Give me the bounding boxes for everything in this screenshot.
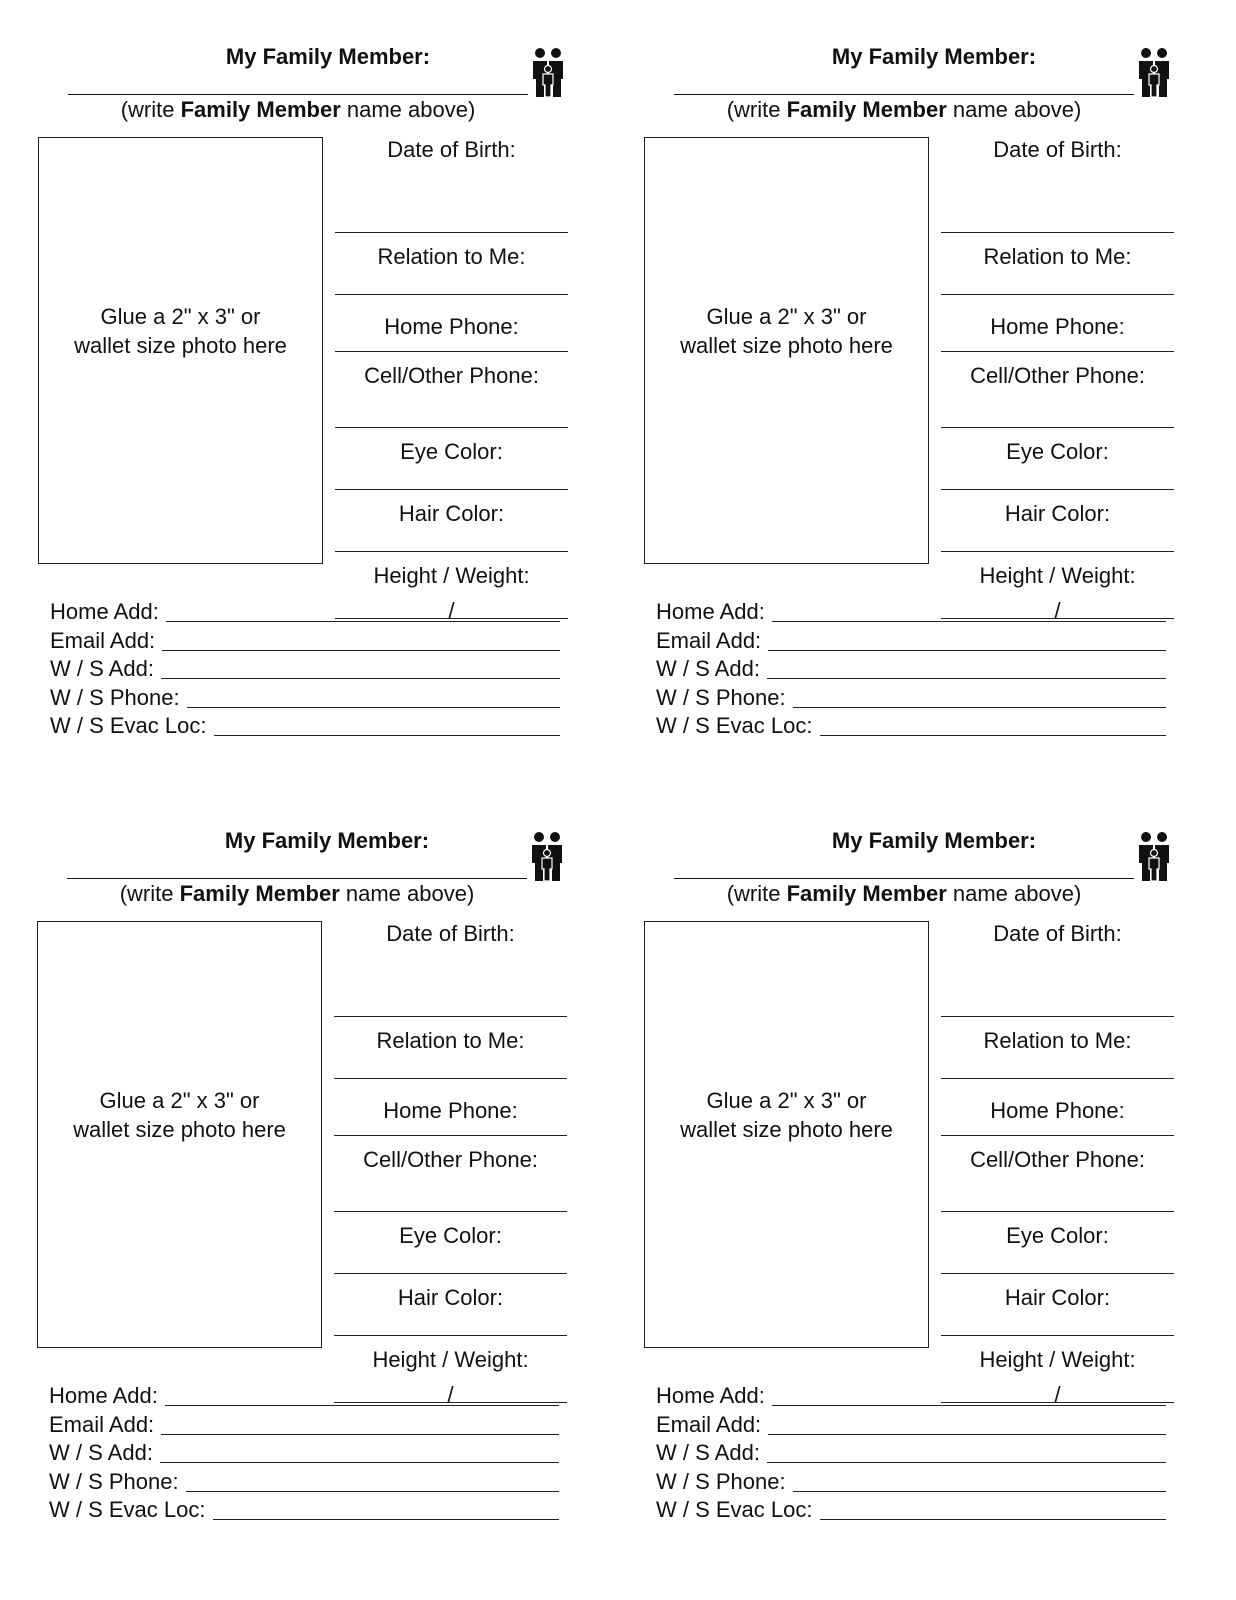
address-row-ws-phone	[656, 683, 1166, 711]
field-label: Home Phone:	[384, 314, 519, 339]
address-row-ws-evac-location	[656, 1495, 1166, 1523]
field-eye-color[interactable]	[941, 427, 1174, 490]
address-label: W / S Add:	[656, 656, 760, 681]
address-row-ws-phone	[656, 1467, 1166, 1495]
address-write-line[interactable]	[768, 650, 1166, 651]
field-home-phone[interactable]	[335, 294, 568, 352]
photo-instruction: Glue a 2" x 3" or wallet size photo here	[74, 303, 287, 358]
address-row-ws-address	[656, 1438, 1166, 1466]
card-title: My Family Member:	[224, 828, 430, 853]
field-home-phone[interactable]	[941, 1078, 1174, 1136]
address-write-line[interactable]	[161, 678, 560, 679]
field-label: Relation to Me:	[377, 244, 526, 269]
address-label: W / S Phone:	[49, 1469, 179, 1494]
address-row-home-address	[50, 597, 560, 625]
address-write-line[interactable]	[165, 1405, 559, 1406]
height-weight-separator: /	[448, 598, 455, 623]
family-member-name-line[interactable]	[674, 94, 1134, 95]
field-label: Home Phone:	[990, 1098, 1125, 1123]
address-label: W / S Phone:	[656, 1469, 786, 1494]
field-label: Home Phone:	[383, 1098, 518, 1123]
field-label: Date of Birth:	[993, 137, 1122, 162]
photo-placeholder	[644, 137, 929, 564]
address-write-line[interactable]	[767, 1462, 1166, 1463]
field-label: Cell/Other Phone:	[970, 1147, 1145, 1172]
address-label: W / S Evac Loc:	[656, 1497, 813, 1522]
address-row-ws-address	[656, 654, 1166, 682]
address-label: Email Add:	[50, 628, 156, 653]
address-label: W / S Evac Loc:	[50, 713, 207, 738]
address-row-ws-address	[49, 1438, 559, 1466]
address-write-line[interactable]	[820, 735, 1167, 736]
family-member-card-4	[644, 828, 1236, 1568]
field-relation[interactable]	[334, 1016, 567, 1079]
address-label: Email Add:	[656, 628, 762, 653]
field-hair-color[interactable]	[941, 1273, 1174, 1336]
photo-instruction: Glue a 2" x 3" or wallet size photo here	[680, 1087, 893, 1142]
field-label: Relation to Me:	[983, 1028, 1132, 1053]
address-label: Home Add:	[50, 599, 159, 624]
address-label: W / S Add:	[49, 1440, 153, 1465]
field-home-phone[interactable]	[334, 1078, 567, 1136]
family-member-name-line[interactable]	[674, 878, 1134, 879]
field-label: Relation to Me:	[983, 244, 1132, 269]
field-date-of-birth[interactable]	[335, 137, 568, 233]
address-row-ws-phone	[49, 1467, 559, 1495]
field-hair-color[interactable]	[335, 489, 568, 552]
address-row-ws-evac-location	[49, 1495, 559, 1523]
field-label: Cell/Other Phone:	[363, 1147, 538, 1172]
field-label: Relation to Me:	[376, 1028, 525, 1053]
field-relation[interactable]	[941, 232, 1174, 295]
name-instruction: (write Family Member name above)	[726, 881, 1082, 906]
name-instruction: (write Family Member name above)	[119, 881, 475, 906]
height-weight-separator: /	[1054, 598, 1061, 623]
address-label: W / S Evac Loc:	[656, 713, 813, 738]
field-label: Eye Color:	[1006, 439, 1109, 464]
field-hair-color[interactable]	[334, 1273, 567, 1336]
field-date-of-birth[interactable]	[334, 921, 567, 1017]
address-write-line[interactable]	[214, 735, 561, 736]
address-label: Home Add:	[656, 1383, 765, 1408]
card-title: My Family Member:	[831, 44, 1037, 69]
field-eye-color[interactable]	[335, 427, 568, 490]
address-label: Email Add:	[49, 1412, 155, 1437]
field-label: Height / Weight:	[979, 563, 1136, 588]
field-cell-phone[interactable]	[335, 351, 568, 428]
name-instruction: (write Family Member name above)	[726, 97, 1082, 122]
address-write-line[interactable]	[820, 1519, 1167, 1520]
address-write-line[interactable]	[213, 1519, 560, 1520]
family-member-name-line[interactable]	[68, 94, 528, 95]
address-label: W / S Evac Loc:	[49, 1497, 206, 1522]
address-write-line[interactable]	[772, 621, 1166, 622]
field-label: Home Phone:	[990, 314, 1125, 339]
family-icon	[530, 831, 564, 883]
field-label: Hair Color:	[1004, 1285, 1111, 1310]
photo-instruction: Glue a 2" x 3" or wallet size photo here	[680, 303, 893, 358]
address-label: Email Add:	[656, 1412, 762, 1437]
family-icon	[1137, 831, 1171, 883]
field-label: Eye Color:	[399, 1223, 502, 1248]
address-row-email-address	[656, 1410, 1166, 1438]
field-label: Date of Birth:	[386, 921, 515, 946]
field-relation[interactable]	[335, 232, 568, 295]
field-hair-color[interactable]	[941, 489, 1174, 552]
address-write-line[interactable]	[767, 678, 1166, 679]
card-title: My Family Member:	[831, 828, 1037, 853]
field-relation[interactable]	[941, 1016, 1174, 1079]
family-icon	[531, 47, 565, 99]
address-row-email-address	[656, 626, 1166, 654]
height-weight-separator: /	[447, 1382, 454, 1407]
card-title: My Family Member:	[225, 44, 431, 69]
field-label: Date of Birth:	[993, 921, 1122, 946]
field-label: Date of Birth:	[387, 137, 516, 162]
field-cell-phone[interactable]	[941, 1135, 1174, 1212]
address-write-line[interactable]	[166, 621, 560, 622]
field-cell-phone[interactable]	[941, 351, 1174, 428]
field-eye-color[interactable]	[941, 1211, 1174, 1274]
photo-instruction: Glue a 2" x 3" or wallet size photo here	[73, 1087, 286, 1142]
address-write-line[interactable]	[793, 707, 1166, 708]
address-write-line[interactable]	[160, 1462, 559, 1463]
address-label: Home Add:	[49, 1383, 158, 1408]
address-row-ws-evac-location	[656, 711, 1166, 739]
field-eye-color[interactable]	[334, 1211, 567, 1274]
address-row-home-address	[49, 1381, 559, 1409]
name-instruction: (write Family Member name above)	[120, 97, 476, 122]
address-write-line[interactable]	[186, 1491, 559, 1492]
address-row-home-address	[656, 1381, 1166, 1409]
field-label: Eye Color:	[1006, 1223, 1109, 1248]
field-cell-phone[interactable]	[334, 1135, 567, 1212]
field-label: Height / Weight:	[372, 1347, 529, 1372]
address-write-line[interactable]	[161, 1434, 559, 1435]
address-label: Home Add:	[656, 599, 765, 624]
address-write-line[interactable]	[162, 650, 560, 651]
address-write-line[interactable]	[772, 1405, 1166, 1406]
field-label: Hair Color:	[1004, 501, 1111, 526]
address-row-home-address	[656, 597, 1166, 625]
field-label: Hair Color:	[398, 501, 505, 526]
address-label: W / S Phone:	[50, 685, 180, 710]
address-row-email-address	[49, 1410, 559, 1438]
field-label: Cell/Other Phone:	[364, 363, 539, 388]
field-home-phone[interactable]	[941, 294, 1174, 352]
address-write-line[interactable]	[768, 1434, 1166, 1435]
family-icon	[1137, 47, 1171, 99]
field-date-of-birth[interactable]	[941, 137, 1174, 233]
photo-placeholder	[38, 137, 323, 564]
address-label: W / S Phone:	[656, 685, 786, 710]
family-member-card-3	[37, 828, 637, 1568]
field-label: Height / Weight:	[373, 563, 530, 588]
address-row-email-address	[50, 626, 560, 654]
photo-placeholder	[644, 921, 929, 1348]
field-date-of-birth[interactable]	[941, 921, 1174, 1017]
height-weight-separator: /	[1054, 1382, 1061, 1407]
field-label: Hair Color:	[397, 1285, 504, 1310]
address-label: W / S Add:	[50, 656, 154, 681]
field-label: Cell/Other Phone:	[970, 363, 1145, 388]
address-row-ws-phone	[50, 683, 560, 711]
address-write-line[interactable]	[187, 707, 560, 708]
family-member-card-2	[644, 44, 1236, 784]
photo-placeholder	[37, 921, 322, 1348]
address-row-ws-evac-location	[50, 711, 560, 739]
address-row-ws-address	[50, 654, 560, 682]
address-label: W / S Add:	[656, 1440, 760, 1465]
address-write-line[interactable]	[793, 1491, 1166, 1492]
field-label: Height / Weight:	[979, 1347, 1136, 1372]
family-member-name-line[interactable]	[67, 878, 527, 879]
family-member-card-1	[38, 44, 638, 784]
field-label: Eye Color:	[400, 439, 503, 464]
